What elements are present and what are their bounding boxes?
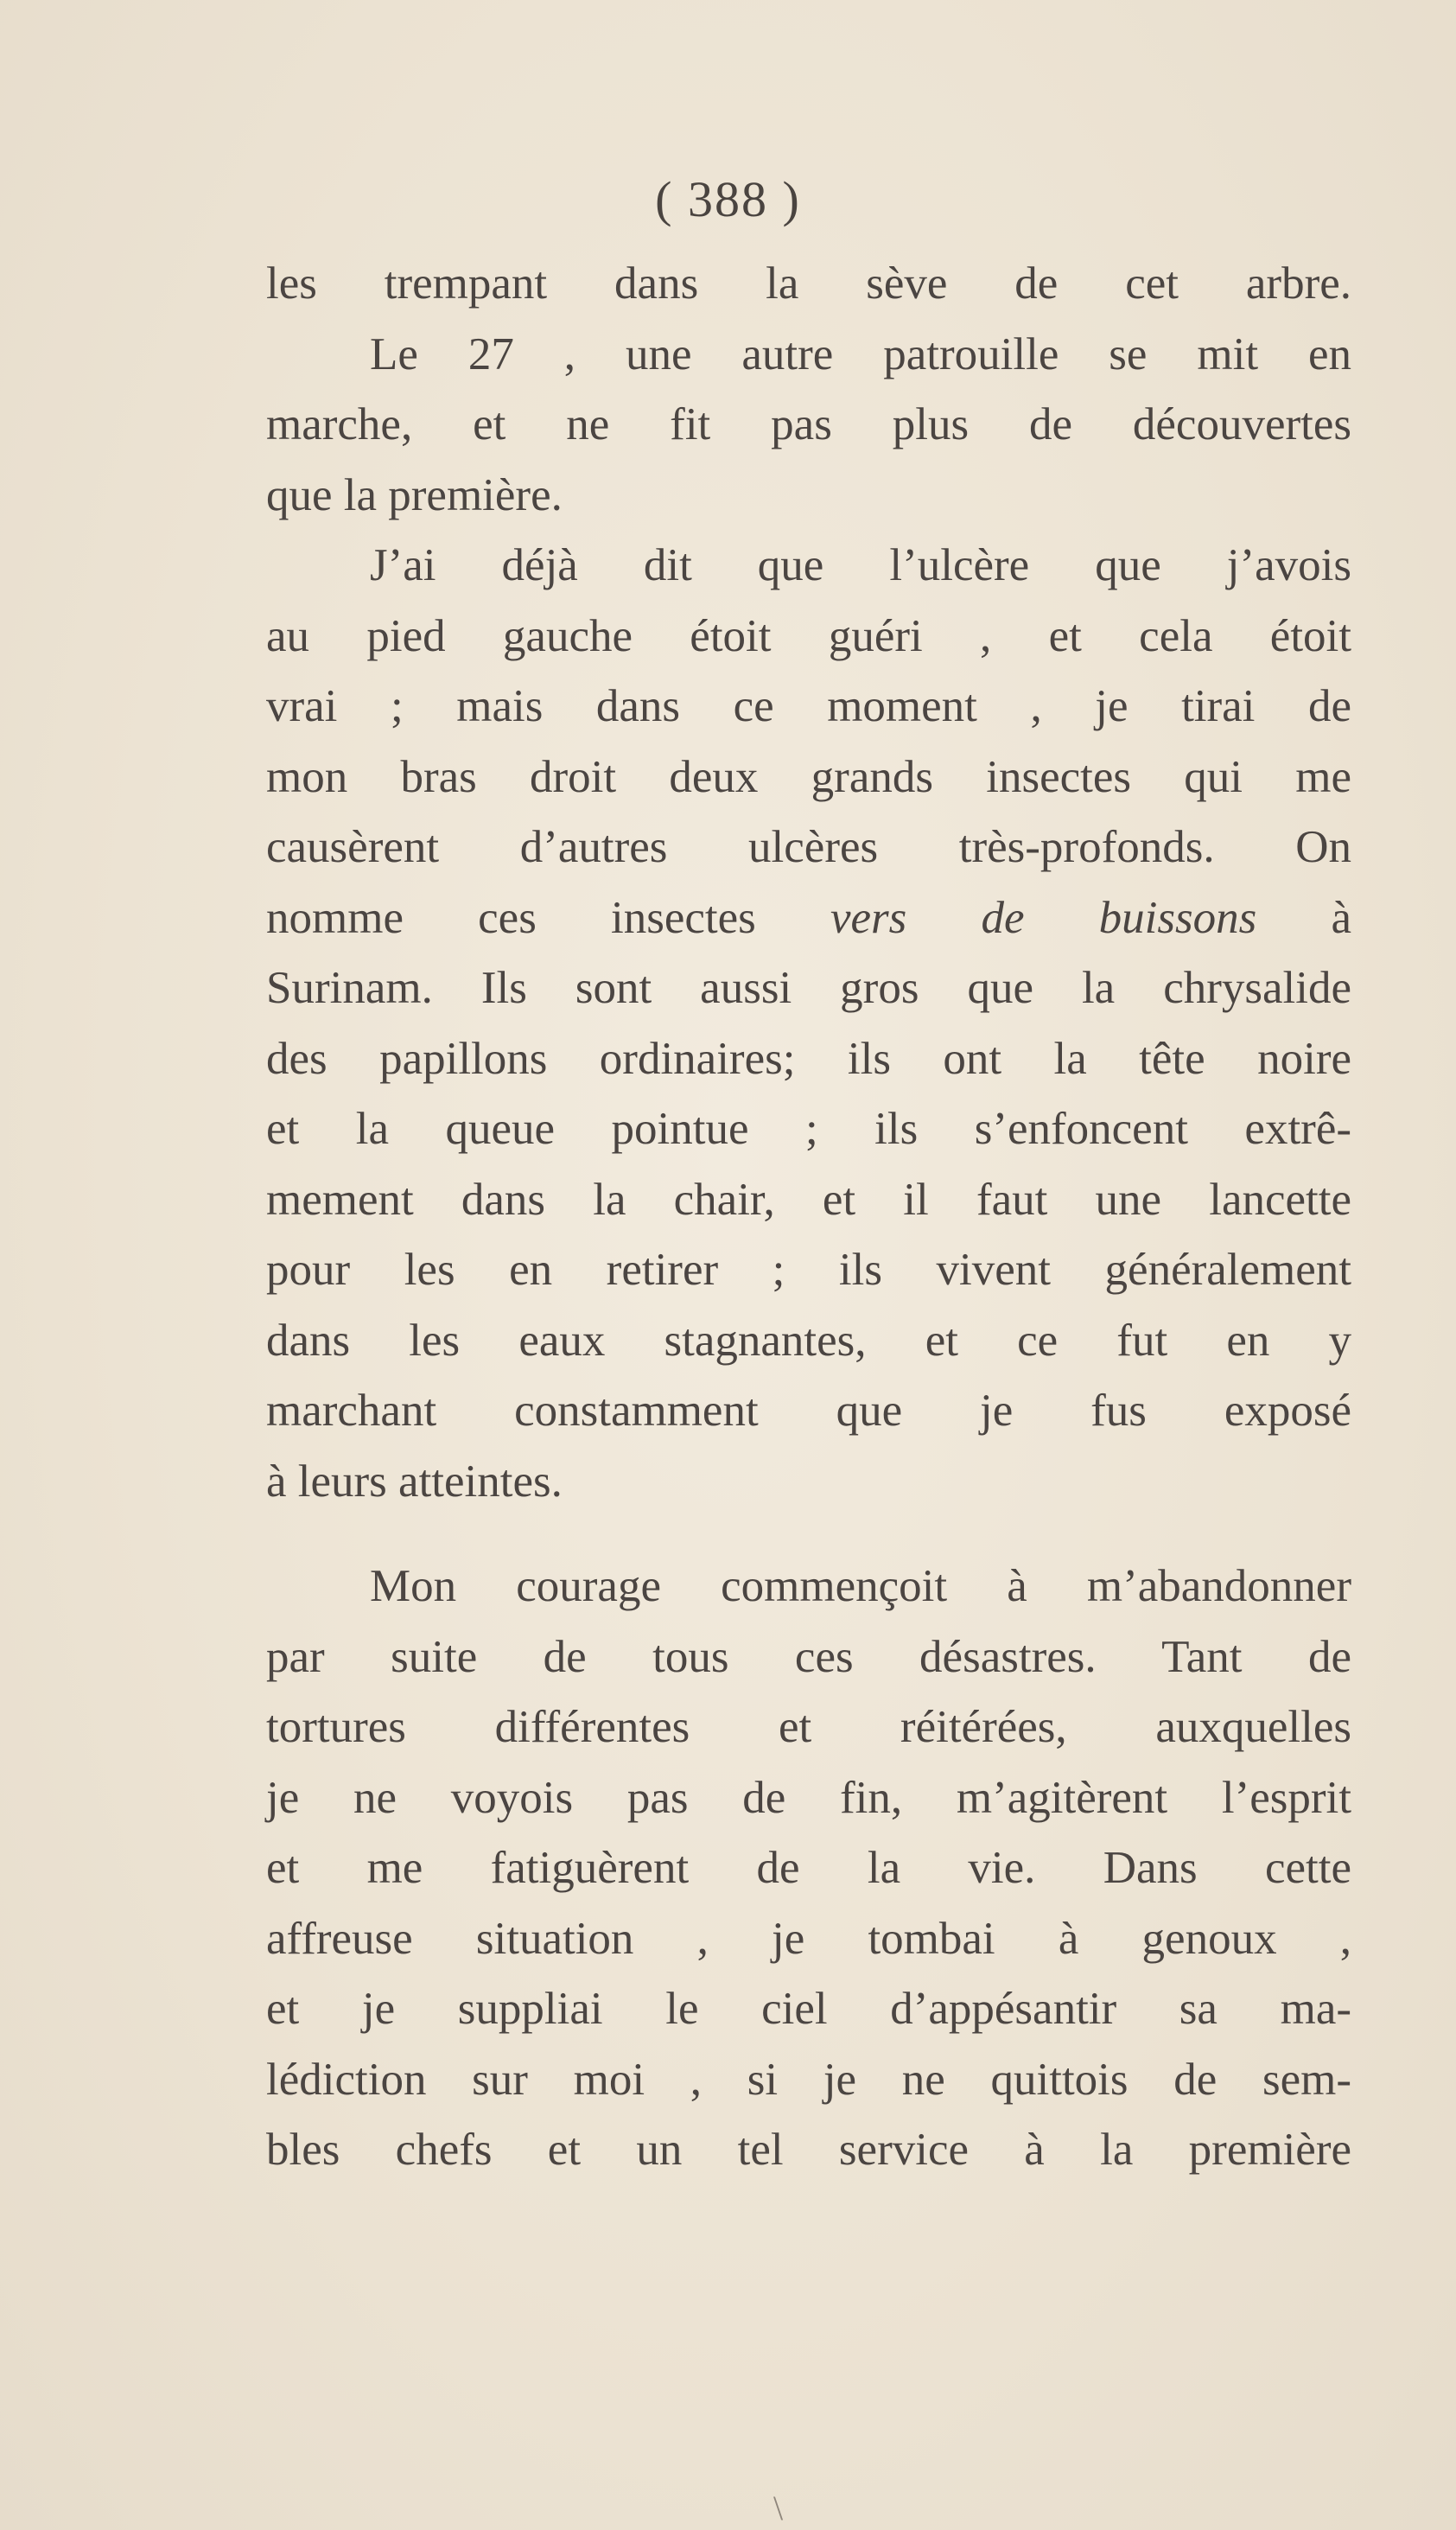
text-line-content: dans les eaux stagnantes, et ce fut en y [266,1315,1351,1366]
text-line-content: pour les en retirer ; ils vivent généralement [266,1245,1351,1295]
text-line [266,813,1351,883]
text-line [266,953,1351,1024]
text-line [266,883,1351,954]
text-line-content: mon bras droit deux grands insectes qui me [266,751,1351,802]
text-line-content: des papillons ordinaires; ils ont la tête noire [266,1033,1351,1084]
text-line-content: affreuse situation , je tombai à genoux , [266,1913,1351,1964]
text-line [266,1904,1351,1975]
text-line-content: au pied gauche étoit guéri , et cela étoit [266,610,1351,661]
text-line [266,1094,1351,1165]
text-line [266,1235,1351,1306]
text-line [266,742,1351,813]
text-line-content: mement dans la chair, et il faut une lancette [266,1174,1351,1225]
text-line-content: bles chefs et un tel service à la première [266,2125,1351,2175]
text-line [266,1552,1351,1622]
text-line [266,1024,1351,1095]
text-line-content: et la queue pointue ; ils s’enfoncent extrê- [266,1104,1351,1154]
italic-term: vers de buissons [830,892,1257,943]
text-line-content: les trempant dans la sève de cet arbre. [266,258,1351,309]
text-line-content: vrai ; mais dans ce moment , je tirai de [266,681,1351,731]
text-line [266,1692,1351,1763]
text-line [266,1376,1351,1447]
text-line [266,1833,1351,1904]
text-line [266,2045,1351,2116]
text-line [266,1763,1351,1834]
text-line [266,1165,1351,1236]
text-line-content: marchant constamment que je fus exposé [266,1386,1351,1436]
text-line [266,531,1351,602]
body-text [266,249,1351,2186]
text-line [266,249,1351,320]
text-line-content: Le 27 , une autre patrouille se mit en [370,328,1351,379]
text-line-content: que la première. [266,469,563,520]
text-line-content: J’ai déjà dit que l’ulcère que j’avois [370,540,1351,590]
text-line [266,672,1351,742]
text-line-content: tortures différentes et réitérées, auxquelles [266,1702,1351,1752]
text-line-content: par suite de tous ces désastres. Tant de [266,1631,1351,1682]
text-line [266,461,1351,532]
text-line-content: lédiction sur moi , si je ne quittois de sem- [266,2054,1351,2105]
text-line-content: nomme ces insectes [266,892,830,943]
text-line [266,1447,1351,1518]
text-line-content: je ne voyois pas de fin, m’agitèrent l’esprit [266,1772,1351,1823]
text-line [266,320,1351,391]
text-line [266,1306,1351,1377]
text-line [266,2115,1351,2186]
text-line-content: Mon courage commençoit à m’abandonner [370,1561,1351,1611]
text-line-content: marche, et ne fit pas plus de découvertes [266,399,1351,449]
text-line-content: et je suppliai le ciel d’appésantir sa ma- [266,1984,1351,2034]
text-line-tail: à [1256,892,1351,943]
stray-mark: \ [773,2489,784,2527]
text-line-content: et me fatiguèrent de la vie. Dans cette [266,1843,1351,1893]
text-line [266,1622,1351,1693]
page-number: ( 388 ) [655,171,801,227]
text-line-content: à leurs atteintes. [266,1456,563,1507]
text-line [266,390,1351,461]
text-line-content: Surinam. Ils sont aussi gros que la chrysalide [266,963,1351,1013]
text-line [266,602,1351,672]
text-line [266,1974,1351,2045]
text-line-content: causèrent d’autres ulcères très-profonds. On [266,822,1351,872]
